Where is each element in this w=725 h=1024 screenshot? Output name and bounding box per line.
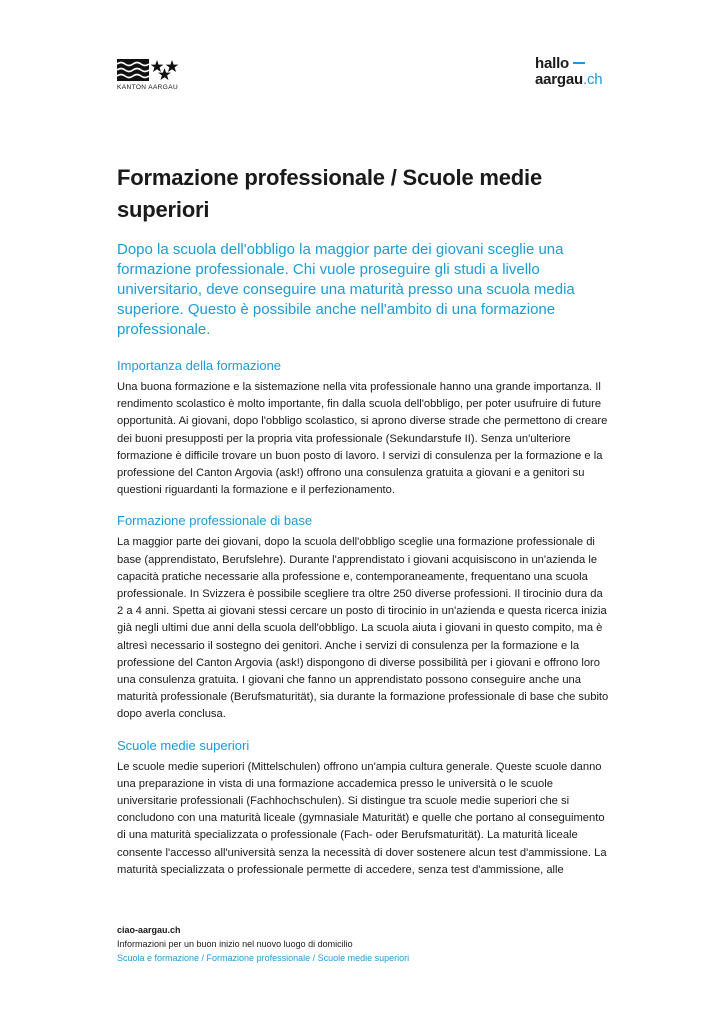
brand-dash-icon: [573, 62, 585, 64]
page-footer: [117, 923, 617, 965]
kanton-label: KANTON AARGAU: [117, 84, 179, 91]
footer-site-link[interactable]: ciao-aargau.ch: [117, 925, 181, 935]
brand-aargau-text: aargau: [535, 71, 583, 88]
hallo-aargau-logo: [535, 56, 625, 92]
section-heading-formazione-base: Formazione professionale di base: [117, 513, 313, 529]
brand-tld-text: .ch: [583, 71, 603, 88]
brand-line-1: [535, 56, 625, 72]
main-content: [117, 162, 609, 892]
lead-paragraph: Dopo la scuola dell'obbligo la maggior parte dei giovani sceglie una formazione professionale. Chi vuole proseguire gli studi a livello universitario, deve conseguire una maturità presso una scuola media superiore. Questo è possibile anche nell'ambito di una formazione professionale.: [117, 241, 575, 338]
section-body-importanza: Una buona formazione e la sistemazione nella vita professionale hanno una grande importanza. Il rendimento scolastico è molto importante, fin dalla scuola dell'obbligo, per poter usufruire di future opportunità. Ai giovani, dopo l'obbligo scolastico, si aprono diverse strade che permettono di creare dei buoni presupposti per la propria vita professionale (Sekundarstufe II). Senza un'ulteriore formazione è difficile trovare un buon posto di lavoro. I servizi di consulenza per la formazione e la professione del Canton Argovia (ask!) offrono una consulenza gratuita a giovani e a genitori su questioni riguardanti la formazione e il perfezionamento.: [117, 381, 608, 497]
section-body-formazione-base: La maggior parte dei giovani, dopo la scuola dell'obbligo sceglie una formazione professionale di base (apprendistato, Berufslehre). Durante l'apprendistato i giovani acquisiscono in un'azienda le capacità pratiche necessarie alla professione e, contemporaneamente, frequentano una scuola professionale. In Svizzera è possibile scegliere tra oltre 250 diverse professioni. Il tirocinio dura da 2 a 4 anni. Spetta ai giovani stessi cercare un posto di tirocinio in un'azienda e questa ricerca inizia già negli ultimi due anni della scuola dell'obbligo. La scuola aiuta i giovani in questo compito, ma è altresì necessario il sostegno dei genitori. Anche i servizi di consulenza per la formazione e la professione del Canton Argovia (ask!) dispongono di diverse possibilità per i giovani e offrono loro una consulenza gratuita. I giovani che fanno un apprendistato possono conseguire anche una maturità professionale (Berufsmaturität), sia durante la formazione professionale di base che subito dopo averla conclusa.: [117, 536, 609, 721]
page-title: Formazione professionale / Scuole medie superiori: [117, 165, 542, 222]
footer-breadcrumb[interactable]: Scuola e formazione / Formazione professionale / Scuole medie superiori: [117, 953, 410, 963]
waves-and-stars-icon: [117, 58, 207, 82]
brand-line-2: [535, 72, 625, 88]
footer-subtitle: Informazioni per un buon inizio nel nuovo luogo di domicilio: [117, 939, 353, 949]
brand-hallo-text: hallo: [535, 55, 570, 72]
section-heading-importanza: Importanza della formazione: [117, 358, 282, 373]
section-heading-scuole-medie: Scuole medie superiori: [117, 737, 250, 753]
section-body-scuole-medie: Le scuole medie superiori (Mittelschulen) offrono un'ampia cultura generale. Queste scuole danno una preparazione in vista di una formazione accademica presso le università o le scuole universitarie professionali (Fachhochschulen). Si distingue tra scuole medie superiori che si concludono con una maturità liceale (gymnasiale Maturität) e quelle che portano al conseguimento di una maturità specializzata o professionale (Fach- oder Berufsmaturität). La maturità liceale consente l'accesso all'università senza la necessità di dover sostenere alcun test d'ammissione. La maturità specializzata o professionale permette di accedere, senza test d'ammissione, alle: [117, 760, 607, 876]
kanton-aargau-logo: [117, 58, 207, 94]
